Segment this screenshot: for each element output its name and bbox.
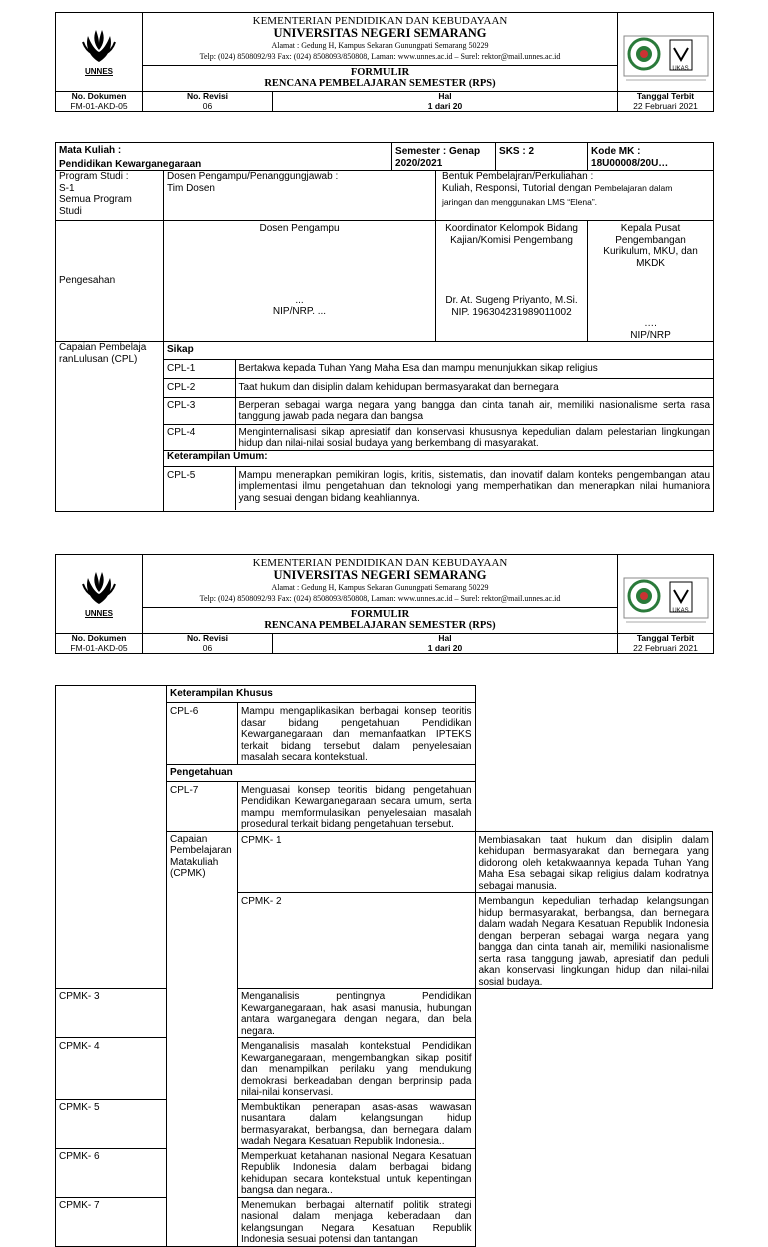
cpl-continued-label [56, 686, 167, 989]
unnes-logo [56, 555, 143, 634]
page-cell: Hal 1 dari 20 [273, 92, 618, 112]
cpmk-code: CPMK- 1 [238, 831, 476, 893]
cpmk-text: Membangun kepedulian terhadap kelangsungan hidup bermasyarakat, berbangsa, dan bernegara dalam wadah Negara Kesatuan Republik Indonesia dengan berperan sebagai warga negara yang bangga dan cinta tanah air, memiliki nasionalisme serta rasa tanggung jawab, apresiatif dan peduli akan konservasi lingkungan hidup dan nilai-nilai sosial budaya. [475, 893, 713, 989]
document-meta-page2 [55, 633, 714, 654]
certification-logos [618, 13, 714, 92]
university-contact: Telp: (024) 8508092/93 Fax: (024) 8508093/850808, Laman: www.unnes.ac.id – Surel: rektor@mail.unnes.ac.id [199, 52, 561, 61]
form-subtitle: RENCANA PEMBELAJARAN SEMESTER (RPS) [264, 77, 496, 89]
revision-cell: No. Revisi 06 [143, 634, 273, 654]
logo-text: UNNES [84, 67, 113, 77]
cpmk-code: CPMK- 3 [56, 989, 167, 1038]
university-name: UNIVERSITAS NEGERI SEMARANG [273, 26, 487, 40]
university-address: Alamat : Gedung H, Kampus Sekaran Gunungpati Semarang 50229 [271, 583, 489, 592]
table-row [164, 424, 713, 450]
approval-head: Kepala Pusat Pengembangan Kurikulum, MKU, dan MKDK …. NIP/NRP [588, 221, 714, 342]
course-code-cell: Kode MK : 18U00008/20U… [588, 143, 714, 171]
form-title-cell [143, 608, 618, 634]
doc-number-cell: No. Dokumen FM-01-AKD-05 [56, 634, 143, 654]
cpl-code: CPL-7 [167, 781, 238, 831]
form-subtitle: RENCANA PEMBELAJARAN SEMESTER (RPS) [264, 619, 496, 631]
table-row [164, 397, 713, 424]
approval-lecturer: Dosen Pengampu ... NIP/NRP. ... [164, 221, 436, 342]
date-cell: Tanggal Terbit 22 Februari 2021 [618, 634, 714, 654]
cpl-text: Mampu menerapkan pemikiran logis, kritis, sistematis, dan inovatif dalam konteks pengembangan atau implementasi ilmu pengetahuan dan teknologi yang memperhatikan dan menerapkan nilai humaniora yang sesuai dengan bidang keahliannya. [235, 466, 713, 510]
cpl-code: CPL-3 [164, 397, 235, 424]
cpl-code: CPL-1 [164, 359, 235, 378]
cpmk-code: CPMK- 5 [56, 1099, 167, 1148]
form-title: FORMULIR [350, 609, 410, 620]
university-info [143, 555, 618, 608]
cpmk-text: Membuktikan penerapan asas-asas wawasan nusantara dalam kelangsungan hidup bermasyarakat, berbangsa, dan bernegara dalam wadah Negara Kesatuan Republik Indonesia.. [238, 1099, 476, 1148]
certification-badge-icon [622, 32, 710, 84]
logo-text: UNNES [84, 609, 113, 619]
section-keterampilan-khusus: Keterampilan Khusus [167, 686, 476, 703]
unnes-logo [56, 13, 143, 92]
form-title: FORMULIR [350, 67, 410, 78]
cpl-text: Menginternalisasi sikap apresiatif dan konservasi khususnya kepedulian dalam pelestarian lingkungan hidup dan nilai-nilai sosial budaya yang berkembang di masyarakat. [235, 424, 713, 450]
course-name-cell: Mata Kuliah : Pendidikan Kewarganegaraan [56, 143, 392, 171]
cpl-section-umum: Keterampilan Umum: [164, 450, 713, 466]
cert-text: UKAS [672, 65, 689, 72]
table-row [56, 1038, 713, 1100]
table-row [164, 466, 713, 510]
cpl-table [164, 342, 713, 510]
doc-number-cell: No. Dokumen FM-01-AKD-05 [56, 92, 143, 112]
page-cell: Hal 1 dari 20 [273, 634, 618, 654]
cpmk-text: Membiasakan taat hukum dan disiplin dalam kehidupan bermasyarakat dan bernegara yang didorong oleh ketakwaannya kepada Tuhan Yang Maha Esa sebagai sikap religius dalam kodratnya sebagai manusia. [475, 831, 713, 893]
ministry-name: KEMENTERIAN PENDIDIKAN DAN KEBUDAYAAN [252, 557, 508, 569]
document-meta [55, 91, 714, 112]
cpl-text: Mampu mengaplikasikan berbagai konsep teoritis dasar bidang pengetahuan Pendidikan Kewarganegaraan dan memanfaatkan IPTEKS terkait bidang tersebut dalam penyelesaian masalah secara kontekstual. [238, 703, 476, 765]
semester-cell: Semester : Genap 2020/2021 [392, 143, 496, 171]
certification-badge-icon [622, 574, 710, 626]
table-row [56, 1099, 713, 1148]
university-name: UNIVERSITAS NEGERI SEMARANG [273, 568, 487, 582]
table-row [56, 1148, 713, 1197]
approval-coordinator: Koordinator Kelompok Bidang Kajian/Komisi Pengembang Dr. At. Sugeng Priyanto, M.Si. NIP. 196304231989011002 [436, 221, 588, 342]
section-pengetahuan: Pengetahuan [167, 764, 476, 781]
study-program-cell: Program Studi : S-1 Semua Program Studi [56, 171, 164, 221]
cpl-text: Menguasai konsep teoritis bidang pengetahuan Pendidikan Kewarganegaraan secara umum, serta mampu memformulasikan penyelesaian masalah prosedural terkait bidang pengetahuan tersebut. [238, 781, 476, 831]
cpl-text: Bertakwa kepada Tuhan Yang Maha Esa dan mampu menunjukkan sikap religius [235, 359, 713, 378]
cpl-code: CPL-6 [167, 703, 238, 765]
university-info [143, 13, 618, 66]
unnes-emblem-icon [79, 570, 119, 606]
cpmk-text: Menganalisis pentingnya Pendidikan Kewarganegaraan, hak asasi manusia, hubungan antara warganegara dengan negara, dan bela negara. [238, 989, 476, 1038]
table-row [164, 359, 713, 378]
document-header-page2 [55, 554, 714, 634]
table-row [164, 378, 713, 397]
table-row [56, 1197, 713, 1246]
unnes-emblem-icon [79, 28, 119, 64]
learning-form-cell: Bentuk Pembelajran/Perkuliahan : Kuliah, Responsi, Tutorial dengan Pembelajaran dalam jaringan dan menggunakan LMS “Elena”. [436, 171, 714, 221]
approval-label: Pengesahan [56, 221, 164, 342]
cpl-code: CPL-4 [164, 424, 235, 450]
lecturer-cell: Dosen Pengampu/Penanggungjawab : Tim Dosen [164, 171, 436, 221]
cpmk-code: CPMK- 4 [56, 1038, 167, 1100]
cpmk-label: Capaian Pembelajaran Matakuliah (CPMK) [167, 831, 238, 1246]
cpl-text: Berperan sebagai warga negara yang bangga dan cinta tanah air, memiliki nasionalisme serta rasa tanggung jawab pada negara dan bangsa [235, 397, 713, 424]
cpl-code: CPL-2 [164, 378, 235, 397]
cpmk-text: Menemukan berbagai alternatif politik strategi nasional dalam menjaga keberadaan dan kelangsungan Negara Kesatuan Republik Indonesia sesuai potensi dan tantangan [238, 1197, 476, 1246]
date-cell: Tanggal Terbit 22 Februari 2021 [618, 92, 714, 112]
cpmk-code: CPMK- 2 [238, 893, 476, 989]
cpmk-code: CPMK- 6 [56, 1148, 167, 1197]
sks-cell: SKS : 2 [496, 143, 588, 171]
university-contact: Telp: (024) 8508092/93 Fax: (024) 8508093/850808, Laman: www.unnes.ac.id – Surel: rektor@mail.unnes.ac.id [199, 594, 561, 603]
cpl-text: Taat hukum dan disiplin dalam kehidupan bermasyarakat dan bernegara [235, 378, 713, 397]
certification-logos [618, 555, 714, 634]
cpmk-text: Menganalisis masalah kontekstual Pendidikan Kewarganegaraan, mengembangkan sikap positif dan menampilkan perilaku yang mendukung demokrasi berkeadaban dengan berprinsip pada nilai-nilai konservasi. [238, 1038, 476, 1100]
university-address: Alamat : Gedung H, Kampus Sekaran Gunungpati Semarang 50229 [271, 41, 489, 50]
cpmk-code: CPMK- 7 [56, 1197, 167, 1246]
cpmk-text: Memperkuat ketahanan nasional Negara Kesatuan Republik Indonesia dalam berbagai bidang kehidupan secara kontekstual untuk kepentingan bangsa dan negara.. [238, 1148, 476, 1197]
cert-text: UKAS [672, 607, 689, 614]
ministry-name: KEMENTERIAN PENDIDIKAN DAN KEBUDAYAAN [252, 15, 508, 27]
revision-cell: No. Revisi 06 [143, 92, 273, 112]
cpmk-table [55, 685, 713, 1247]
cpl-container [164, 342, 714, 512]
table-row [56, 989, 713, 1038]
document-header [55, 12, 714, 92]
rps-main-table [55, 142, 714, 512]
cpl-code: CPL-5 [164, 466, 235, 510]
form-title-cell [143, 66, 618, 92]
cpl-section-sikap: Sikap [164, 342, 713, 359]
cpl-label: Capaian Pembelaja ranLulusan (CPL) [56, 342, 164, 512]
